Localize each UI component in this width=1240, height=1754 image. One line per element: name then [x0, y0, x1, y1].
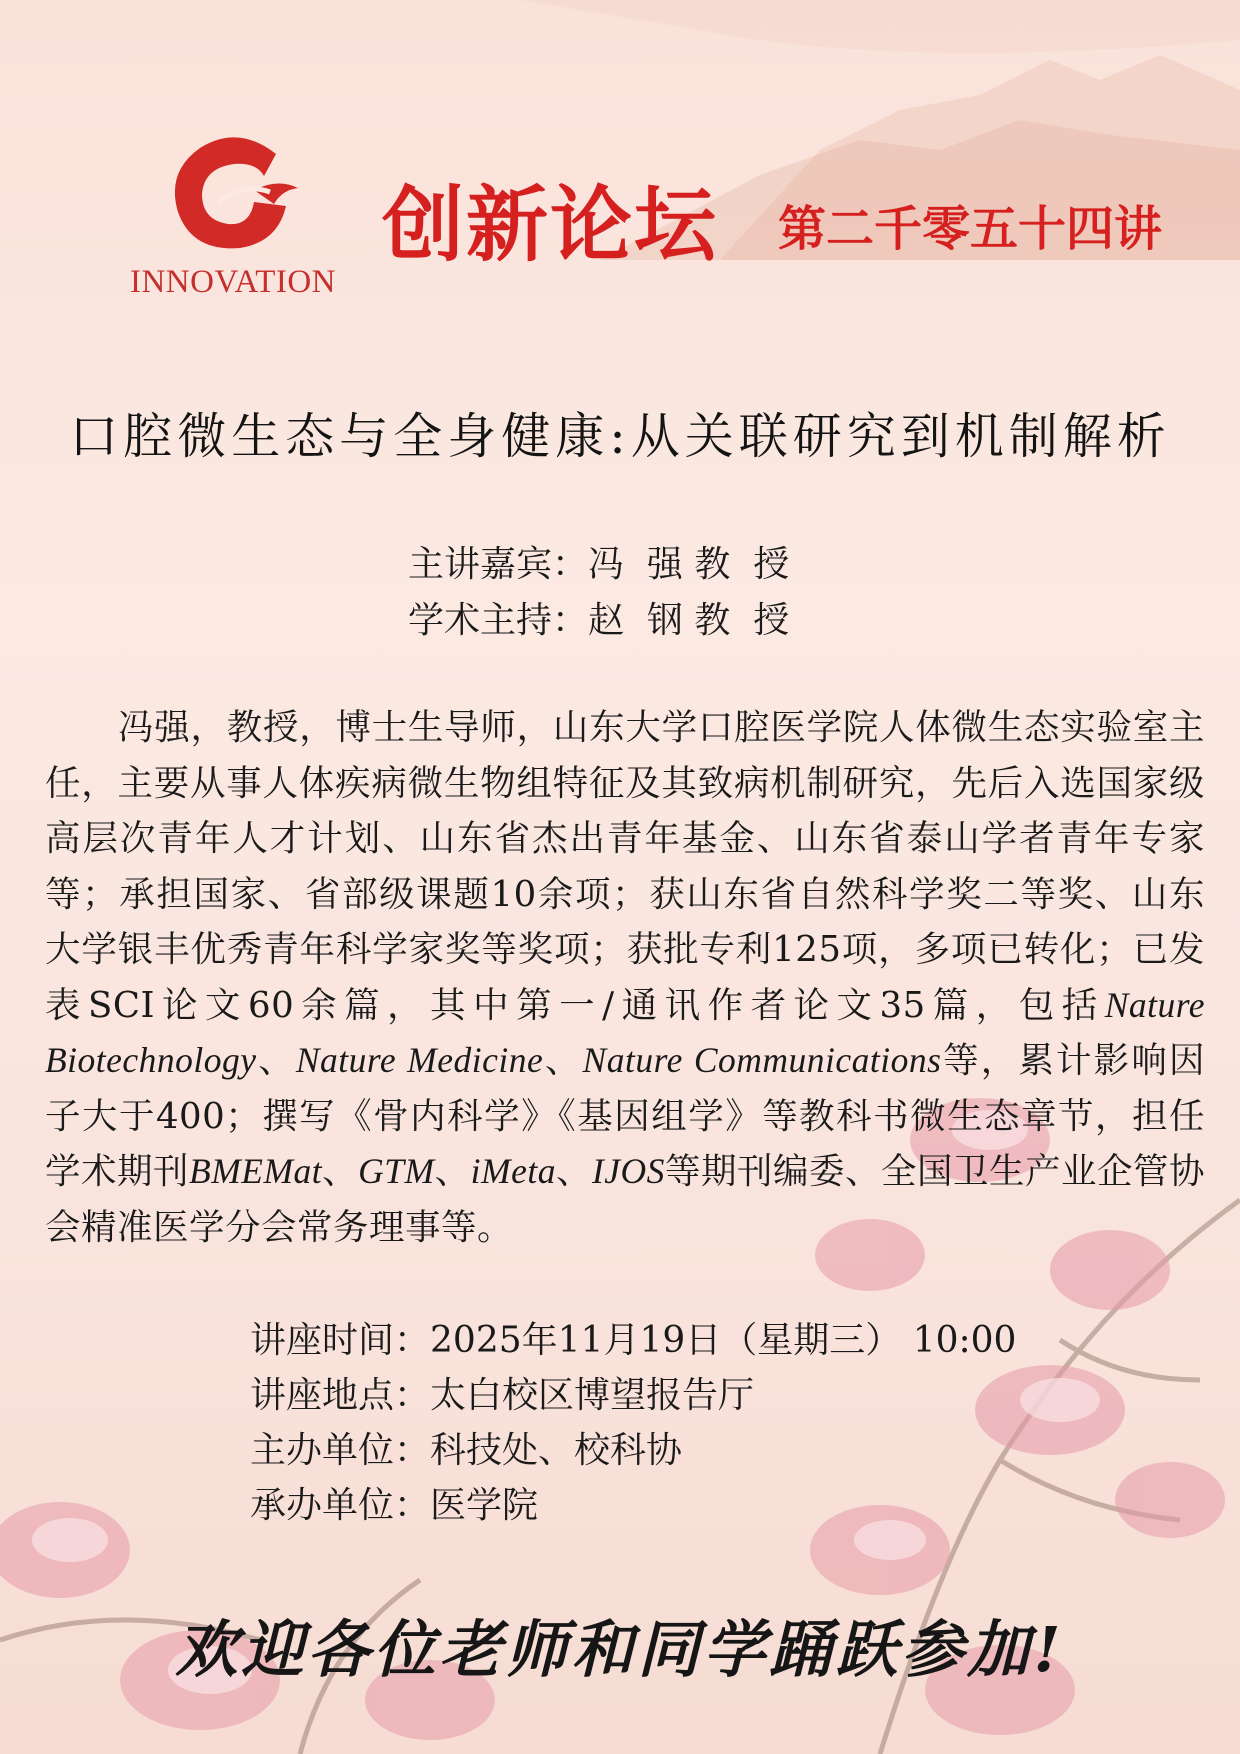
event-info: [250, 1313, 1016, 1533]
event-location-row: [250, 1368, 1016, 1423]
lecture-title: 口腔微生态与全身健康:从关联研究到机制解析: [69, 408, 1171, 465]
event-time-row: [250, 1313, 1016, 1368]
speaker-name: 冯 强 教 授: [588, 544, 790, 585]
separator: 、: [322, 1151, 359, 1192]
event-location: 太白校区博望报告厅: [430, 1375, 755, 1416]
host-name: 赵 钢 教 授: [588, 600, 790, 641]
info-label: 承办单位：: [250, 1485, 431, 1526]
host-unit: 医学院: [430, 1485, 539, 1526]
organizer: 科技处、校科协: [430, 1430, 683, 1471]
bio-text-3: 等期刊编委、全国卫生产业企管协会精准医学分会常务理事等。: [45, 1151, 1205, 1248]
people-list: [408, 537, 789, 649]
info-label: 讲座时间：: [250, 1320, 431, 1361]
journal-name: iMeta: [470, 1151, 556, 1191]
speaker-label: 主讲嘉宾：: [408, 544, 589, 585]
journal-name: Nature Biotechnology: [45, 984, 1205, 1080]
host-row: [408, 593, 789, 649]
host-unit-row: [250, 1478, 1016, 1533]
separator: 、: [555, 1151, 592, 1192]
logo-text: INNOVATION: [129, 264, 337, 300]
journal-name: BMEMat: [189, 1151, 323, 1191]
welcome-message: 欢迎各位老师和同学踊跃参加!: [175, 1613, 1065, 1686]
host-label: 学术主持：: [408, 600, 589, 641]
journal-name: Nature Communications: [582, 1040, 942, 1080]
info-label: 讲座地点：: [250, 1375, 431, 1416]
info-label: 主办单位：: [250, 1430, 431, 1471]
innovation-logo: [118, 130, 348, 310]
journal-name: Nature Medicine: [295, 1040, 544, 1080]
separator: 、: [434, 1151, 471, 1192]
speaker-biography: [45, 700, 1205, 1255]
speaker-row: [408, 537, 789, 593]
forum-title: 创新论坛: [382, 178, 719, 273]
journal-name: GTM: [358, 1151, 435, 1191]
lecture-number: 第二千零五十四讲: [778, 201, 1163, 257]
organizer-row: [250, 1423, 1016, 1478]
bio-text-1: 冯强，教授，博士生导师，山东大学口腔医学院人体微生态实验室主任，主要从事人体疾病微生物组特征及其致病机制研究，先后入选国家级高层次青年人才计划、山东省杰出青年基金、山东省泰山学者青年专家等；承担国家、省部级课题10余项；获山东省自然科学奖二等奖、山东大学银丰优秀青年科学家奖等奖项；获批专利125项，多项已转化；已发表SCI论文60余篇，其中第一/通讯作者论文35篇，包括: [45, 707, 1205, 1026]
bio-text-2: 等，累计影响因子大于400；撰写《骨内科学》《基因组学》等教科书微生态章节，担任学术期刊: [45, 1040, 1205, 1192]
journal-name: IJOS: [591, 1151, 665, 1191]
separator: 、: [256, 1040, 296, 1081]
separator: 、: [543, 1040, 583, 1081]
innovation-swirl-icon: [158, 130, 308, 260]
event-time: 2025年11月19日（星期三） 10:00: [430, 1320, 1017, 1361]
